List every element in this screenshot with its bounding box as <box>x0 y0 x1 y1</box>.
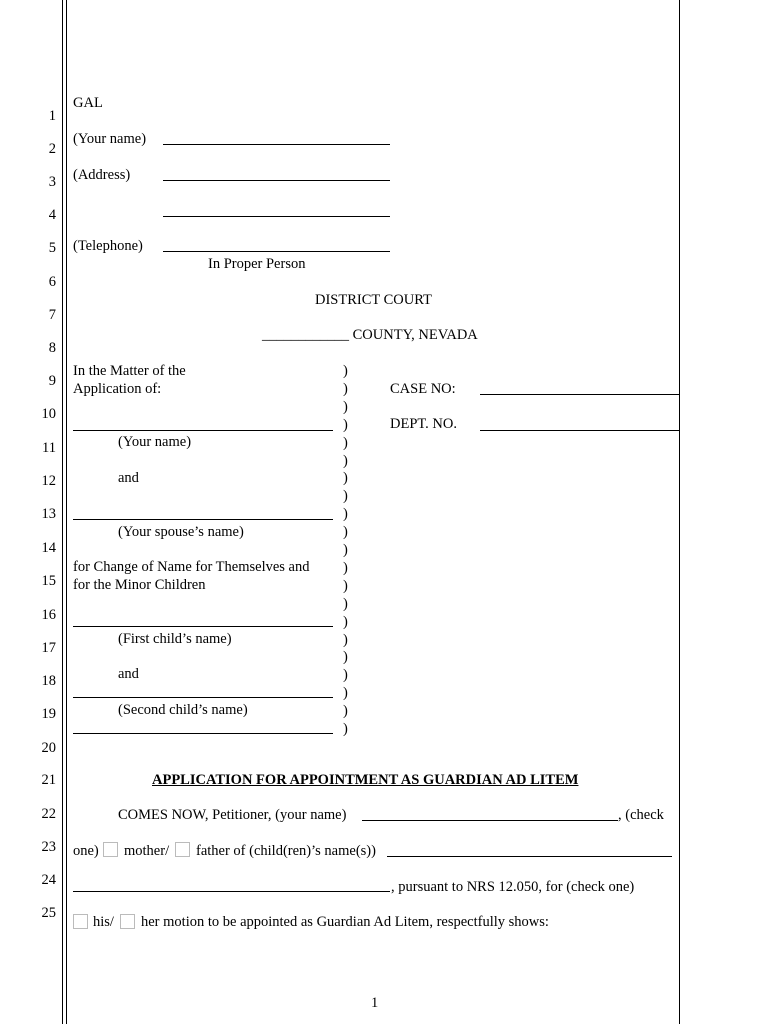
line-number: 2 <box>48 141 56 157</box>
her-checkbox[interactable] <box>120 914 135 929</box>
second-child-caption: (Second child’s name) <box>118 702 248 718</box>
her-motion-text: her motion to be appointed as Guardian Ad Litem, respectfully shows: <box>141 914 549 930</box>
caption-paren: ) <box>343 363 348 379</box>
case-no-field[interactable] <box>480 394 679 395</box>
spouse-name-field[interactable] <box>73 519 333 520</box>
dept-no-label: DEPT. NO. <box>390 416 457 432</box>
line-number: 20 <box>41 740 56 756</box>
line-number: 3 <box>48 174 56 190</box>
line-number: 7 <box>48 307 56 323</box>
caption-paren: ) <box>343 685 348 702</box>
caption-paren: ) <box>343 434 348 451</box>
line-number: 23 <box>41 839 56 855</box>
mother-label: mother/ <box>124 843 170 859</box>
his-checkbox[interactable] <box>73 914 88 929</box>
caption-paren: ) <box>343 542 348 558</box>
line-number: 6 <box>48 274 56 290</box>
comes-now-text: COMES NOW, Petitioner, (your name) <box>118 807 347 823</box>
second-child-field-top[interactable] <box>73 697 333 698</box>
line-number: 21 <box>41 772 56 788</box>
petitioner-name-field[interactable] <box>362 820 618 821</box>
for-change-line-2: for the Minor Children <box>73 577 206 593</box>
caption-paren: ) <box>343 452 348 469</box>
your-name-label: (Your name) <box>73 131 147 147</box>
mother-checkbox[interactable] <box>103 842 118 857</box>
line-number: 4 <box>48 207 56 223</box>
matter-line-2: Application of: <box>73 381 162 397</box>
matter-line-1: In the Matter of the <box>73 363 186 379</box>
form-code: GAL <box>73 95 103 111</box>
caption-paren: ) <box>343 488 348 505</box>
his-label: his/ <box>93 914 114 930</box>
caption-paren: ) <box>343 613 348 630</box>
for-change-line-1: for Change of Name for Themselves and <box>73 559 310 575</box>
caption-paren: ) <box>343 703 348 720</box>
caption-paren: ) <box>343 559 348 576</box>
line-number: 25 <box>41 905 56 921</box>
caption-paren: ) <box>343 595 348 612</box>
line-number: 18 <box>41 673 56 689</box>
line-number: 17 <box>41 640 56 656</box>
line-number: 15 <box>41 573 56 589</box>
and-1: and <box>118 470 139 486</box>
address-field-2[interactable] <box>163 216 390 217</box>
father-checkbox[interactable] <box>175 842 190 857</box>
line-number: 5 <box>48 240 56 256</box>
line-number: 19 <box>41 706 56 722</box>
line-number: 10 <box>41 406 56 422</box>
applicant-name-field[interactable] <box>73 430 333 431</box>
caption-paren: ) <box>343 380 348 397</box>
telephone-label: (Telephone) <box>73 238 143 254</box>
one-open: one) <box>73 843 99 859</box>
line-number: 14 <box>41 540 56 556</box>
father-label: father of (child(ren)’s name(s)) <box>196 843 376 859</box>
line-number: 9 <box>48 373 56 389</box>
line-number: 11 <box>42 440 56 456</box>
line-number: 24 <box>41 872 56 888</box>
caption-paren: ) <box>343 577 348 594</box>
first-child-caption: (First child’s name) <box>118 631 232 647</box>
and-2: and <box>118 666 139 682</box>
telephone-field[interactable] <box>163 251 390 252</box>
in-proper-person: In Proper Person <box>208 256 306 272</box>
right-margin-rule <box>679 0 680 1024</box>
your-name-field[interactable] <box>163 144 390 145</box>
caption-paren: ) <box>343 524 348 541</box>
first-child-field[interactable] <box>73 626 333 627</box>
your-name-caption: (Your name) <box>118 434 192 450</box>
page-number: 1 <box>371 995 379 1011</box>
case-no-label: CASE NO: <box>390 381 456 397</box>
caption-paren: ) <box>343 631 348 648</box>
address-label: (Address) <box>73 167 131 183</box>
caption-paren: ) <box>343 470 348 487</box>
line-number: 12 <box>41 473 56 489</box>
document-title: APPLICATION FOR APPOINTMENT AS GUARDIAN AD LITEM <box>152 772 579 788</box>
caption-paren: ) <box>343 667 348 684</box>
dept-no-field[interactable] <box>480 430 679 431</box>
address-field-1[interactable] <box>163 180 390 181</box>
children-names-field-2[interactable] <box>73 891 390 892</box>
court-name: DISTRICT COURT <box>315 292 432 308</box>
caption-paren: ) <box>343 721 348 737</box>
caption-paren: ) <box>343 506 348 523</box>
children-names-field[interactable] <box>387 856 672 857</box>
left-margin-rule-outer <box>62 0 63 1024</box>
line-number: 22 <box>41 806 56 822</box>
caption-paren: ) <box>343 649 348 666</box>
county-line: ____________ COUNTY, NEVADA <box>262 327 478 343</box>
second-child-field-bottom[interactable] <box>73 733 333 734</box>
caption-paren: ) <box>343 398 348 415</box>
line-number: 1 <box>48 108 56 124</box>
pursuant-text: , pursuant to NRS 12.050, for (check one) <box>391 879 635 895</box>
check-one-end: , (check <box>618 807 664 823</box>
line-number: 16 <box>41 607 56 623</box>
left-margin-rule-inner <box>66 0 67 1024</box>
caption-paren: ) <box>343 416 348 433</box>
line-number: 8 <box>48 340 56 356</box>
spouse-name-caption: (Your spouse’s name) <box>118 524 244 540</box>
line-number: 13 <box>41 506 56 522</box>
